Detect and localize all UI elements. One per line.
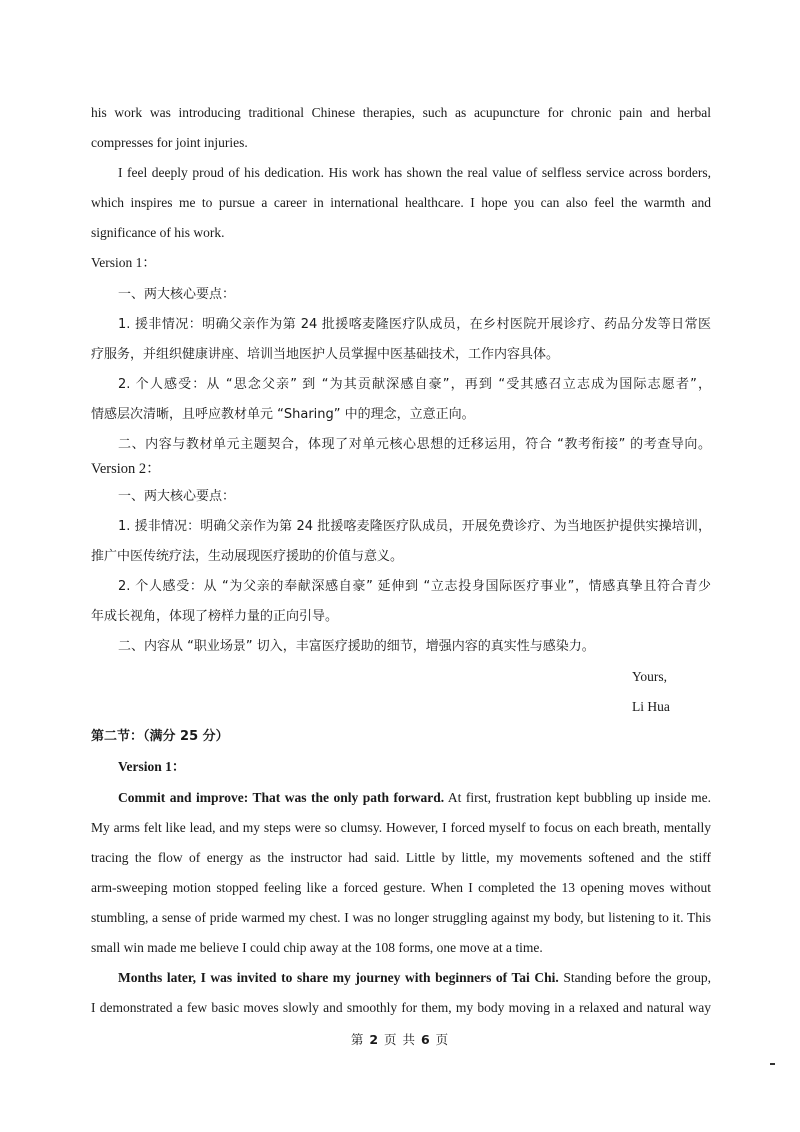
body-line: which inspires me to pursue a career in international healthcare. I hope you can also feel the warmth and [91,195,711,210]
v1-item-1: 1. 援非情况：明确父亲作为第 24 批援喀麦隆医疗队成员，在乡村医院开展诊疗、药品分发等日常医 [118,317,711,332]
essay-line: I demonstrated a few basic moves slowly and smoothly for them, my body moving in a relaxed and natural way [91,1000,711,1015]
section-title: 第二节：（满分 25 分） [91,729,229,744]
essay-line: stumbling, a sense of pride warmed my chest. I was no longer struggling against my body, but listening to it. This [91,910,711,925]
closing-signature: Li Hua [632,699,670,714]
footer-text: 第 [350,1032,370,1047]
v2-item-1-cont: 推广中医传统疗法，生动展现医疗援助的价值与意义。 [91,549,404,564]
essay-line: My arms felt like lead, and my steps were so clumsy. However, I forced myself to focus on each breath, mentally [91,820,711,835]
body-line: I feel deeply proud of his dedication. His work has shown the real value of selfless service across borders, [118,165,711,180]
v1-point-2: 二、内容与教材单元主题契合，体现了对单元核心思想的迁移运用，符合 “教考衔接” 的考查导向。 [118,437,711,452]
version-1-heading: Version 1： [91,255,156,270]
footer-text: 页 共 [379,1032,421,1047]
section-version-heading: Version 1： [118,759,186,774]
v2-item-2-cont: 年成长视角，体现了榜样力量的正向引导。 [91,609,339,624]
page-footer [0,1030,800,1048]
essay-line [118,789,711,807]
essay-line: arm-sweeping motion stopped feeling like a forced gesture. When I completed the 13 opening moves without [91,880,711,895]
scan-mark [770,1063,775,1065]
body-line: significance of his work. [91,225,225,240]
essay-lead-sentence: Months later, I was invited to share my journey with beginners of Tai Chi. [118,970,559,985]
v2-point-heading: 一、两大核心要点： [118,489,236,504]
version-2-heading: Version 2： [91,461,161,477]
v1-point-heading: 一、两大核心要点： [118,287,236,302]
closing-yours: Yours, [632,669,668,684]
essay-line [118,969,711,987]
essay-line: tracing the flow of energy as the instructor had said. Little by little, my movements softened and the stiff [91,850,711,865]
essay-line-text: At first, frustration kept bubbling up inside me. [444,790,711,805]
essay-lead-sentence: Commit and improve: That was the only path forward. [118,790,445,805]
total-page-count: 6 [420,1032,431,1047]
v1-item-1-cont: 疗服务，并组织健康讲座、培训当地医护人员掌握中医基础技术，工作内容具体。 [91,347,560,362]
body-line: his work was introducing traditional Chinese therapies, such as acupuncture for chronic pain and herbal [91,105,711,120]
v2-item-2: 2. 个人感受：从 “为父亲的奉献深感自豪” 延伸到 “立志投身国际医疗事业”，情感真挚且符合青少 [118,579,711,594]
essay-line-text: Standing before the group, [558,970,711,985]
v2-item-1: 1. 援非情况：明确父亲作为第 24 批援喀麦隆医疗队成员，开展免费诊疗、为当地医护提供实操培训， [118,519,711,534]
v1-item-2-cont: 情感层次清晰，且呼应教材单元 “Sharing” 中的理念，立意正向。 [91,407,475,422]
body-line: compresses for joint injuries. [91,135,248,150]
footer-text: 页 [430,1032,450,1047]
current-page-number: 2 [369,1032,380,1047]
v1-item-2: 2. 个人感受：从 “思念父亲” 到 “为其贡献深感自豪”，再到 “受其感召立志成为国际志愿者”， [118,377,711,392]
essay-line: small win made me believe I could chip away at the 108 forms, one move at a time. [91,940,543,955]
v2-point-2: 二、内容从 “职业场景” 切入，丰富医疗援助的细节，增强内容的真实性与感染力。 [118,639,595,654]
